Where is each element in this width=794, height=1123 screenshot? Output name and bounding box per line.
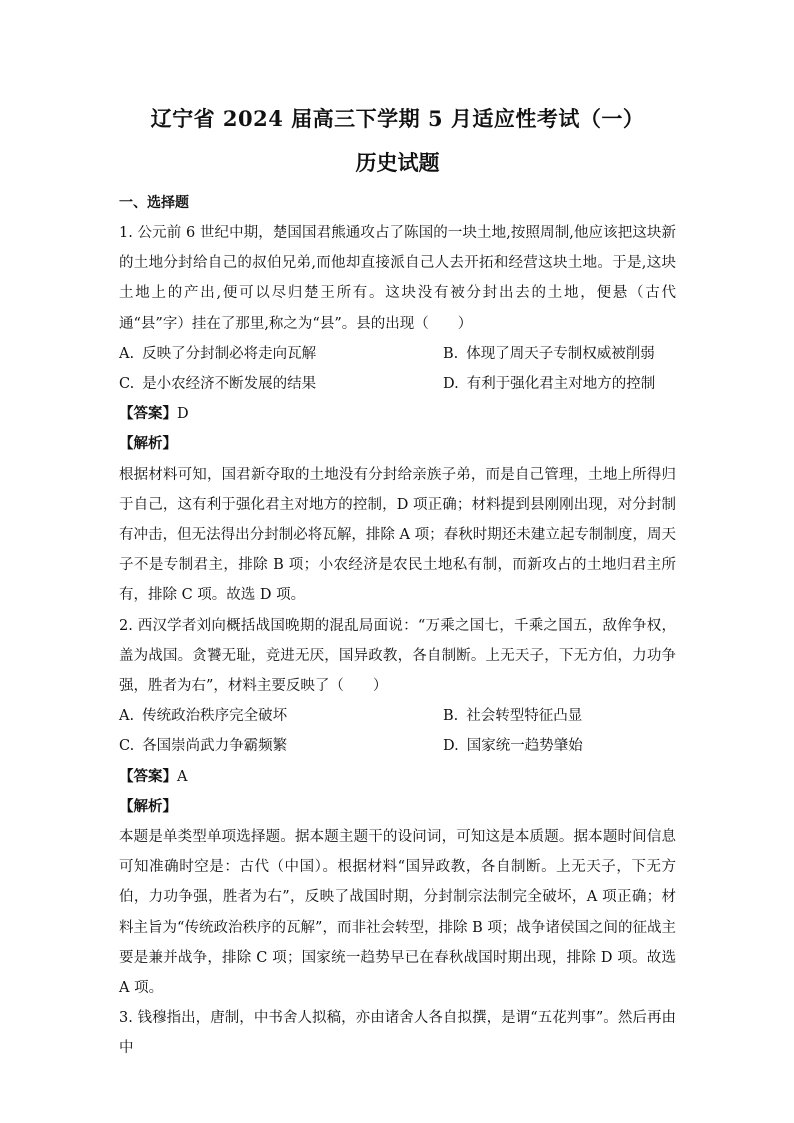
option-d (443, 731, 676, 761)
option-b (443, 701, 676, 731)
option-letter: A. (119, 708, 135, 725)
question-1 (119, 218, 676, 611)
option-letter: B. (443, 345, 459, 362)
option-letter: D. (443, 376, 459, 393)
option-a (119, 339, 443, 369)
question-2 (119, 611, 676, 1004)
answer-line (119, 762, 676, 792)
option-c (119, 731, 443, 761)
analysis-text: 本题是单类型单项选择题。据本题主题干的设问词，可知这是本质题。据本题时间信息可知准确时空是：古代（中国）。根据材料“国异政教，各自制断。上无天子，下无方伯，力功争强，胜者为右”，反映了战国时期，分封制宗法制完全破坏，A 项正确；材料主旨为“传统政治秩序的瓦解”，而非社会转型，排除 B 项；战争诸侯国之间的征战主要是兼并战争，排除 C 项；国家统一趋势早已在春秋战国时期出现，排除 D 项。故选 A 项。 (119, 829, 676, 997)
option-b (443, 339, 676, 369)
question-3 (119, 1003, 676, 1063)
question-stem: 2. 西汉学者刘向概括战国晚期的混乱局面说：“万乘之国七，千乘之国五，敌侔争权，盖为战国。贪饕无耻，竞进无厌，国异政教，各自制断。上无天子，下无方伯，力功争强，胜者为右”，材料主要反映了（ ） (119, 617, 676, 695)
answer-line (119, 399, 676, 429)
option-letter: A. (119, 345, 135, 362)
analysis-text: 根据材料可知，国君新夺取的土地没有分封给亲族子弟，而是自己管理，土地上所得归于自己，这有利于强化君主对地方的控制，D 项正确；材料提到县刚刚出现，对分封制有冲击，但无法得出分封制必将瓦解，排除 A 项；春秋时期还未建立起专制制度，周天子不是专制君主，排除 B 项；小农经济是农民土地私有制，而新攻占的土地归君主所有，排除 C 项。故选 D 项。 (119, 466, 676, 604)
option-text: 社会转型特征凸显 (466, 708, 583, 725)
option-letter: B. (443, 708, 459, 725)
option-a (119, 701, 443, 731)
option-text: 传统政治秩序完全破坏 (142, 708, 288, 725)
option-text: 国家统一趋势肇始 (466, 738, 583, 755)
option-letter: D. (443, 738, 459, 755)
answer-value: A (177, 768, 188, 785)
option-text: 各国崇尚武力争霸频繁 (142, 738, 288, 755)
question-stem: 3. 钱穆指出，唐制，中书舍人拟稿，亦由诸舍人各自拟撰，是谓“五花判事”。然后再由中 (119, 1010, 676, 1057)
answer-label: 【答案】 (119, 767, 177, 785)
analysis-heading (119, 792, 676, 822)
option-letter: C. (119, 738, 135, 755)
option-text: 反映了分封制必将走向瓦解 (142, 345, 317, 362)
option-c (119, 369, 443, 399)
document-subtitle: 历史试题 (355, 150, 440, 175)
question-options (119, 339, 676, 399)
question-options (119, 701, 676, 761)
option-d (443, 369, 676, 399)
analysis-heading (119, 429, 676, 459)
option-text: 有利于强化君主对地方的控制 (466, 376, 656, 393)
analysis-label: 【解析】 (119, 797, 177, 815)
option-text: 是小农经济不断发展的结果 (142, 376, 317, 393)
answer-value: D (177, 406, 189, 423)
answer-label: 【答案】 (119, 405, 177, 423)
option-letter: C. (119, 376, 135, 393)
section-heading: 一、选择题 (119, 195, 189, 211)
document-title: 辽宁省 2024 届高三下学期 5 月适应性考试（一） (150, 106, 645, 131)
analysis-label: 【解析】 (119, 435, 177, 453)
option-text: 体现了周天子专制权威被削弱 (466, 345, 655, 362)
question-stem: 1. 公元前 6 世纪中期，楚国国君熊通攻占了陈国的一块土地,按照周制,他应该把这块新的土地分封给自己的叔伯兄弟,而他却直接派自己人去开拓和经营这块土地。于是,这块土地上的产出,便可以尽归楚王所有。这块没有被分封出去的土地，便悬（古代通“县”字）挂在了那里,称之为“县”。县的出现（ ） (119, 225, 676, 332)
